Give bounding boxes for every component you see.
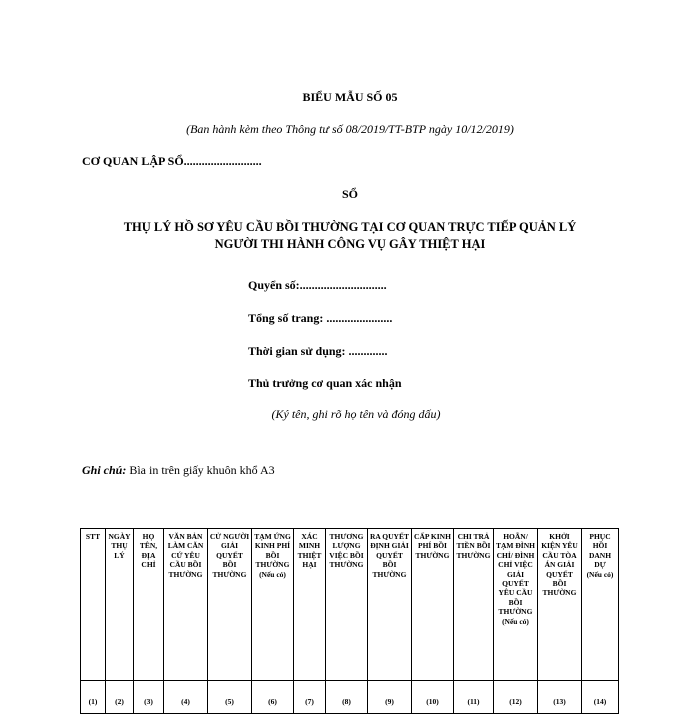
col-number: (4) [164, 681, 208, 714]
col-number: (5) [208, 681, 252, 714]
col-header: HỌ TÊN, ĐỊA CHỈ [134, 529, 164, 681]
book-title-line-2: NGƯỜI THI HÀNH CÔNG VỤ GÂY THIỆT HẠI [214, 237, 486, 251]
col-header: VĂN BẢN LÀM CĂN CỨ YÊU CẦU BỒI THƯỜNG [164, 529, 208, 681]
book-title [0, 219, 700, 253]
col-header: NGÀY THỤ LÝ [106, 529, 134, 681]
book-label: SỔ [341, 187, 358, 201]
col-header: HOÃN/ TẠM ĐÌNH CHỈ/ ĐÌNH CHỈ VIỆC GIẢI QUYẾT YÊU CẦU BỒI THƯỜNG (Nếu có) [494, 529, 538, 681]
col-header: TẠM ỨNG KINH PHÍ BỒI THƯỜNG (Nếu có) [252, 529, 294, 681]
col-header: STT [81, 529, 106, 681]
usage-period-field: Thời gian sử dụng: ............. [248, 344, 388, 358]
volume-field: Quyển số:............................. [248, 278, 387, 292]
agency-line: CƠ QUAN LẬP SỔ.......................... [82, 154, 262, 168]
col-number: (7) [294, 681, 326, 714]
book-title-line-1: THỤ LÝ HỒ SƠ YÊU CẦU BỒI THƯỜNG TẠI CƠ QUAN TRỰC TIẾP QUẢN LÝ [123, 220, 577, 234]
note-text: Bìa in trên giấy khuôn khổ A3 [126, 463, 275, 477]
col-header: THƯƠNG LƯỢNG VIỆC BỒI THƯỜNG [326, 529, 368, 681]
col-header: CẤP KINH PHÍ BỒI THƯỜNG [412, 529, 454, 681]
col-header: CỬ NGƯỜI GIẢI QUYẾT BỒI THƯỜNG [208, 529, 252, 681]
col-header: RA QUYẾT ĐỊNH GIẢI QUYẾT BỒI THƯỜNG [368, 529, 412, 681]
col-number: (12) [494, 681, 538, 714]
head-confirm-field: Thủ trưởng cơ quan xác nhận [248, 376, 402, 390]
col-header: CHI TRẢ TIỀN BỒI THƯỜNG [454, 529, 494, 681]
register-table [80, 528, 619, 714]
col-number: (2) [106, 681, 134, 714]
col-number: (13) [538, 681, 582, 714]
col-header: KHỞI KIỆN YÊU CẦU TÒA ÁN GIẢI QUYẾT BỒI THƯỜNG [538, 529, 582, 681]
note [82, 463, 275, 478]
note-label: Ghi chú: [82, 463, 127, 477]
col-header: PHỤC HỒI DANH DỰ (Nếu có) [582, 529, 619, 681]
col-number: (9) [368, 681, 412, 714]
issued-by-note: (Ban hành kèm theo Thông tư số 08/2019/TT-BTP ngày 10/12/2019) [186, 122, 514, 136]
total-pages-field: Tổng số trang: ...................... [248, 311, 393, 325]
col-number: (8) [326, 681, 368, 714]
col-number: (14) [582, 681, 619, 714]
sign-note: (Ký tên, ghi rõ họ tên và đóng dấu) [271, 407, 441, 421]
col-number: (1) [81, 681, 106, 714]
col-header: XÁC MINH THIỆT HẠI [294, 529, 326, 681]
col-number: (11) [454, 681, 494, 714]
col-number: (6) [252, 681, 294, 714]
table-header-row [81, 529, 619, 681]
column-number-row [81, 681, 619, 714]
form-number: BIỂU MẪU SỐ 05 [302, 90, 398, 104]
col-number: (3) [134, 681, 164, 714]
col-number: (10) [412, 681, 454, 714]
